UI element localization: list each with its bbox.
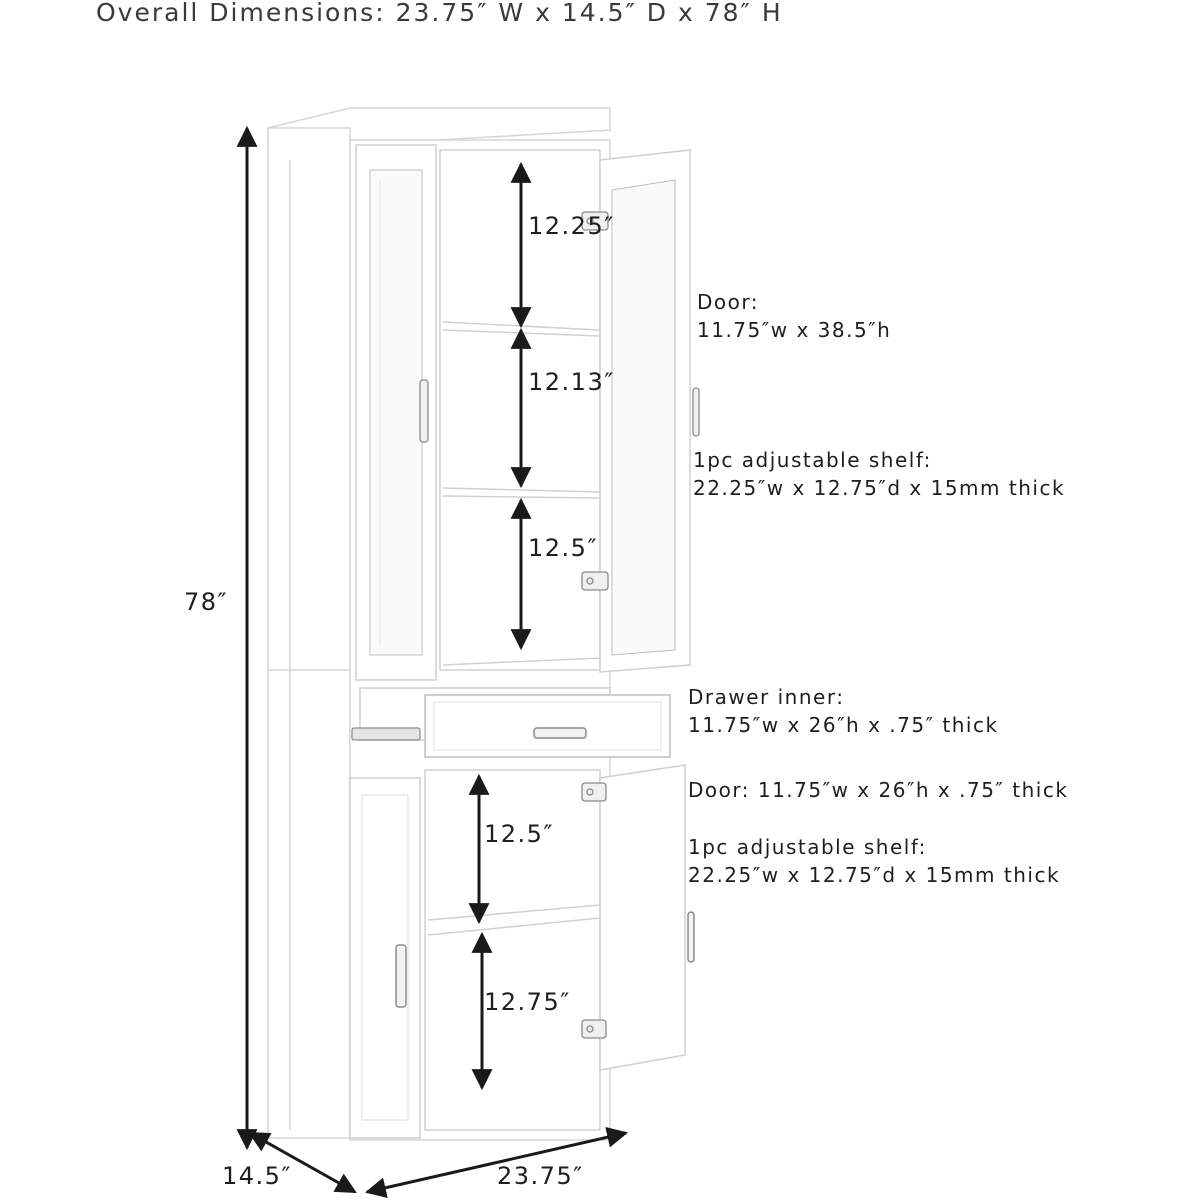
lower-shelf-2-label: 12.75″ [484,988,571,1016]
upper-door-note-value: 11.75″w x 38.5″h [697,318,892,342]
height-label: 78″ [184,588,229,616]
lower-shelf-1-label: 12.5″ [484,820,554,848]
lower-right-door-open [600,765,685,1070]
drawer-note [688,683,999,739]
upper-shelf-note [693,446,1065,502]
upper-shelf-note-label: 1pc adjustable shelf: [693,448,932,472]
page-title: Overall Dimensions: 23.75″ W x 14.5″ D x 78″ H [96,0,783,27]
lower-left-door [350,778,420,1138]
lower-shelf-note-label: 1pc adjustable shelf: [688,835,927,859]
upper-shelf-2-label: 12.13″ [528,368,615,396]
upper-right-door-handle [693,388,699,436]
drawer-note-label: Drawer inner: [688,685,845,709]
upper-shelf-note-value: 22.25″w x 12.75″d x 15mm thick [693,476,1066,500]
drawer-slide [352,728,420,740]
depth-label: 14.5″ [222,1162,292,1190]
lower-door-note-label: Door: 11.75″w x 26″h x .75″ thick [688,778,1069,802]
upper-door-note [697,288,891,344]
upper-left-door-handle [420,380,428,442]
drawer-note-value: 11.75″w x 26″h x .75″ thick [688,713,999,737]
upper-shelf-1-label: 12.25″ [528,212,615,240]
upper-door-note-label: Door: [697,290,759,314]
width-label: 23.75″ [497,1162,584,1190]
drawer-handle [534,728,586,738]
lower-door-note [688,776,1068,804]
lower-left-door-handle [396,945,406,1007]
upper-shelf-3-label: 12.5″ [528,534,598,562]
lower-right-door-handle [688,912,694,962]
lower-shelf-note [688,833,1060,889]
lower-shelf-note-value: 22.25″w x 12.75″d x 15mm thick [688,863,1061,887]
